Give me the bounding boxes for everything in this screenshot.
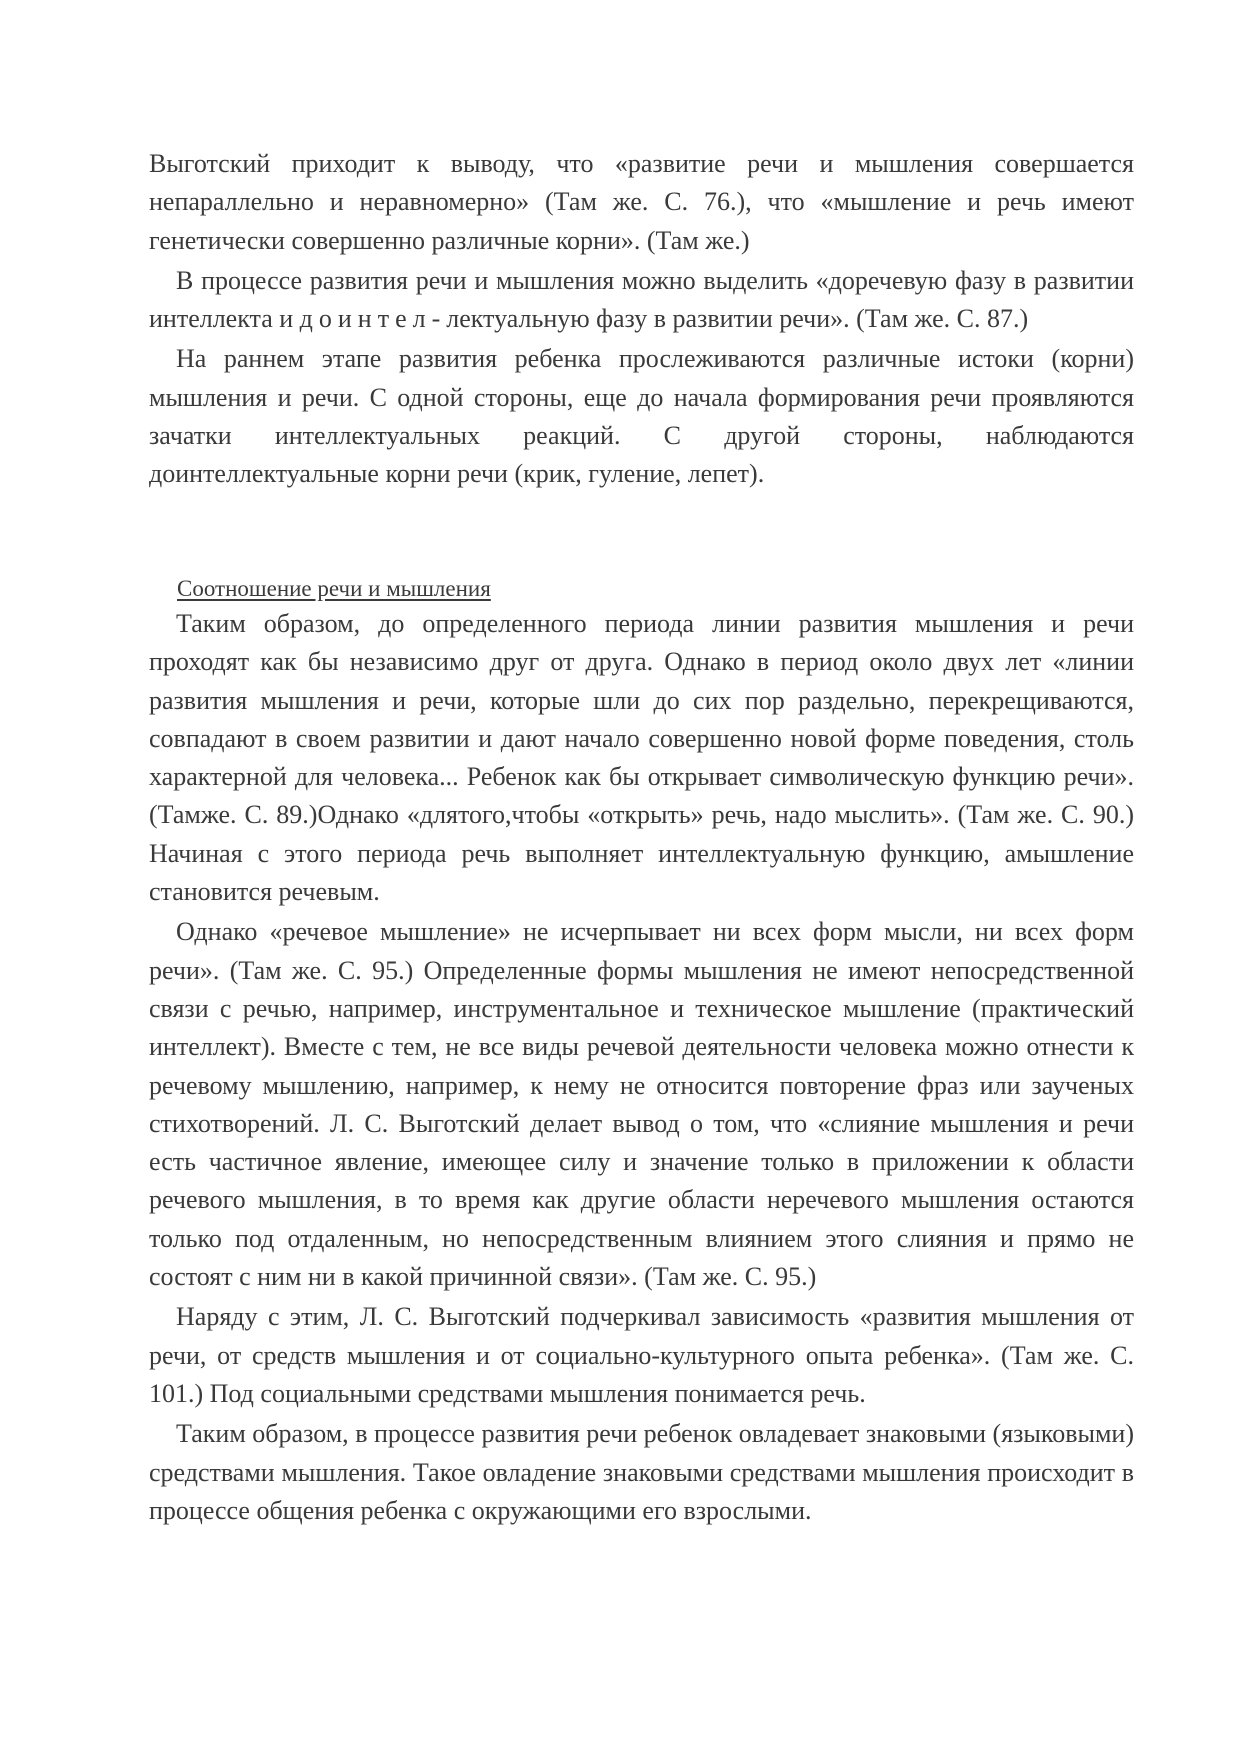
paragraph-dependence: Наряду с этим, Л. С. Выготский подчеркивал зависимость «развития мышления от речи, от средств мышления и от социально-культурного опыта ребенка». (Там же. С. 101.) Под социальными средствами мышления понимается речь. — [149, 1302, 1134, 1408]
paragraph-early-stage: На раннем этапе развития ребенка прослеживаются различные истоки (корни) мышления и речи. С одной стороны, еще до начала формирования речи проявляются зачатки интеллектуальных реакций. С другой стороны, наблюдаются доинтеллектуальные корни речи (крик, гуление, лепет). — [149, 344, 1134, 489]
paragraph-speech-thinking-forms: Однако «речевое мышление» не исчерпывает ни всех форм мысли, ни всех форм речи». (Там же. С. 95.) Определенные формы мышления не имеют непосредственной связи с речью, например, инструментальное и техническое мышление (практический интеллект). Вместе с тем, не все виды речевой деятельности человека можно отнести к речевому мышлению, например, к нему не относится повторение фраз или заученых стихотворений. Л. С. Выготский делает вывод о том, что «слияние мышления и речи есть частичное явление, имеющее силу и значение только в приложении к области речевого мышления, в то время как другие области неречевого мышления остаются только под отдаленным, но непосредственным влиянием этого слияния и прямо не состоят с ним ни в какой причинной связи». (Там же. С. 95.) — [149, 917, 1134, 1292]
paragraph-prespeech-phase-part1: В процессе развития речи и мышления можно выделить «доречевую фазу в развитии интеллекта и — [149, 265, 1134, 334]
paragraph-prespeech-phase-part2: лектуальную фазу в развитии речи». (Там же. С. 87.) — [446, 304, 1029, 334]
intro-text-block — [149, 145, 1134, 494]
paragraph-sign-means: Таким образом, в процессе развития речи ребенок овладевает знаковыми (языковыми) средствами мышления. Такое овладение знаковыми средствами мышления происходит в процессе общения ребенка с окружающими его взрослыми. — [149, 1419, 1134, 1525]
paragraph-lines-of-development: Таким образом, до определенного периода линии развития мышления и речи проходят как бы независимо друг от друга. Однако в период около двух лет «линии развития мышления и речи, которые шли до сих пор раздельно, перекрещиваются, совпадают в своем развитии и дают начало совершенно новой форме поведения, столь характерной для человека... Ребенок как бы открывает символическую функцию речи». (Тамже. С. 89.)Однако «длятого,чтобы «открыть» речь, надо мыслить». (Там же. С. 90.) Начиная с этого периода речь выполняет интеллектуальную функцию, амышление становится речевым. — [149, 609, 1134, 907]
section-text-block — [149, 605, 1134, 1530]
paragraph-vygotsky-conclusion: Выготский приходит к выводу, что «развитие речи и мышления совершается непараллельно и неравномерно» (Там же. С. 76.), что «мышление и речь имеют генетически совершенно различные корни». (Там же.) — [149, 149, 1134, 255]
section-heading: Соотношение речи и мышления — [177, 576, 491, 601]
paragraph-prespeech-phase-spaced: доинтел- — [299, 304, 447, 334]
paragraph-prespeech-phase — [149, 262, 1134, 339]
